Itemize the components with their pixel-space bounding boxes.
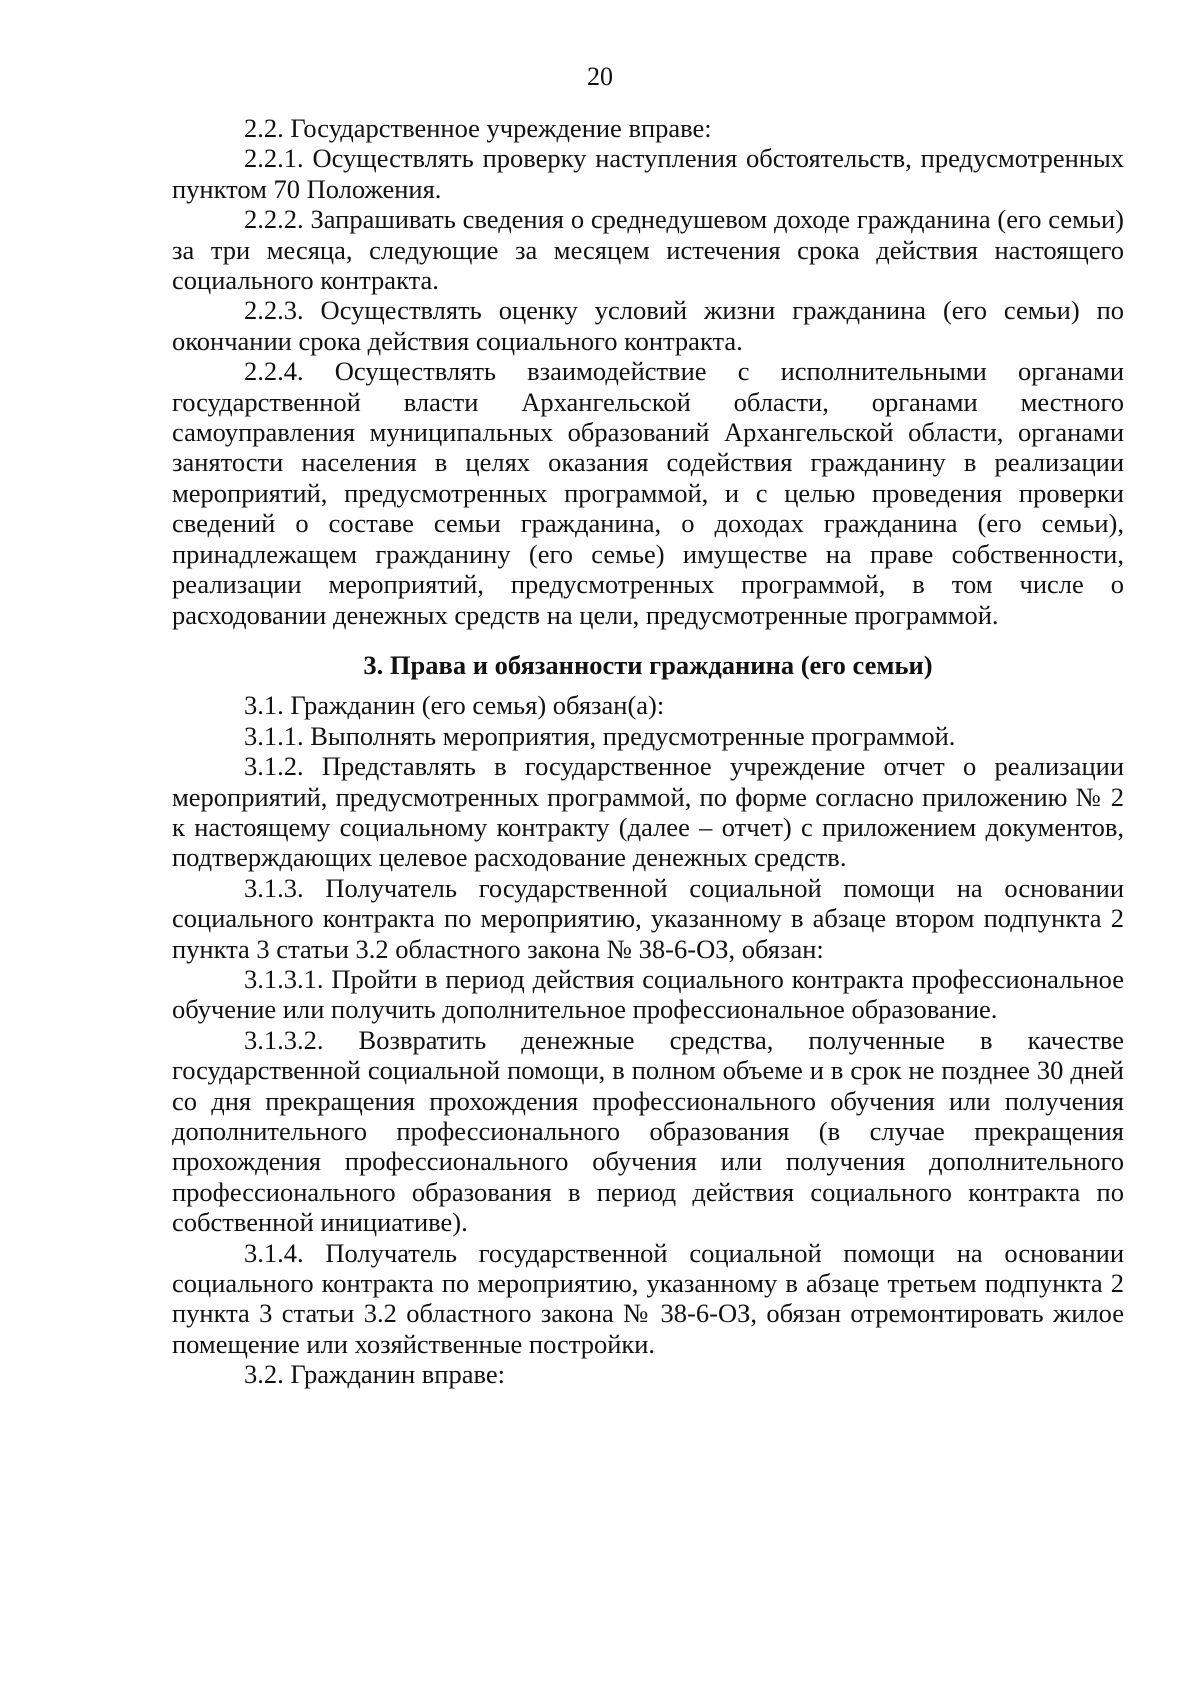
clause-3-1: 3.1. Гражданин (его семья) обязан(а): bbox=[244, 690, 665, 721]
section-spacer bbox=[172, 630, 1124, 650]
clause-3-1-4: 3.1.4. Получатель государственной социальной помощи на основании социального контракта по мероприятию, указанному в абзаце третьем подпункта 2 пункта 3 статьи 3.2 областного закона № 38-6-ОЗ, обязан отремонтировать жилое помещение или хозяйственные постройки. bbox=[172, 1237, 1124, 1359]
clause-2-2-3: 2.2.3. Осуществлять оценку условий жизни гражданина (его семьи) по окончании срока действия социального контракта. bbox=[172, 295, 1124, 356]
clause-3-1-3-1: 3.1.3.1. Пройти в период действия социального контракта профессиональное обучение или получить дополнительное профессиональное образование. bbox=[172, 963, 1124, 1025]
clause-3-2: 3.2. Гражданин вправе: bbox=[244, 1359, 505, 1390]
page-number: 20 bbox=[587, 62, 613, 91]
clause-2-2-2: 2.2.2. Запрашивать сведения о среднедушевом доходе гражданина (его семьи) за три месяца, следующие за месяцем истечения срока действия настоящего социального контракта. bbox=[172, 204, 1124, 296]
clause-3-1-3: 3.1.3. Получатель государственной социальной помощи на основании социального контракта по мероприятию, указанному в абзаце втором подпункта 2 пункта 3 статьи 3.2 областного закона № 38-6-ОЗ, обязан: bbox=[172, 872, 1124, 964]
clause-2-2-1: 2.2.1. Осуществлять проверку наступления обстоятельств, предусмотренных пунктом 70 Положения. bbox=[172, 143, 1124, 204]
section-3-heading: 3. Права и обязанности гражданина (его семьи) bbox=[363, 649, 933, 680]
clause-2-2-4: 2.2.4. Осуществлять взаимодействие с исполнительными органами государственной власти Архангельской области, органами местного самоуправления муниципальных образований Архангельской области, органами занятости населения в целях оказания содействия гражданину в реализации мероприятий, предусмотренных программой, и с целью проведения проверки сведений о составе семьи гражданина, о доходах гражданина (его семьи), принадлежащем гражданину (его семье) имуществе на праве собственности, реализации мероприятий, предусмотренных программой, в том числе о расходовании денежных средств на цели, предусмотренные программой. bbox=[172, 356, 1124, 630]
clause-3-1-3-2: 3.1.3.2. Возвратить денежные средства, полученные в качестве государственной социальной помощи, в полном объеме и в срок не позднее 30 дней со дня прекращения прохождения профессионального обучения или получения дополнительного профессионального образования (в случае прекращения прохождения профессионального обучения или получения дополнительного профессионального образования в период действия социального контракта по собственной инициативе). bbox=[172, 1024, 1124, 1238]
clause-3-1-2: 3.1.2. Представлять в государственное учреждение отчет о реализации мероприятий, предусмотренных программой, по форме согласно приложению № 2 к настоящему социальному контракту (далее – отчет) с приложением документов, подтверждающих целевое расходование денежных средств. bbox=[172, 751, 1124, 873]
clause-2-2: 2.2. Государственное учреждение вправе: bbox=[244, 113, 712, 143]
clause-3-1-1: 3.1.1. Выполнять мероприятия, предусмотренные программой. bbox=[244, 720, 956, 751]
document-body bbox=[172, 113, 1124, 1390]
